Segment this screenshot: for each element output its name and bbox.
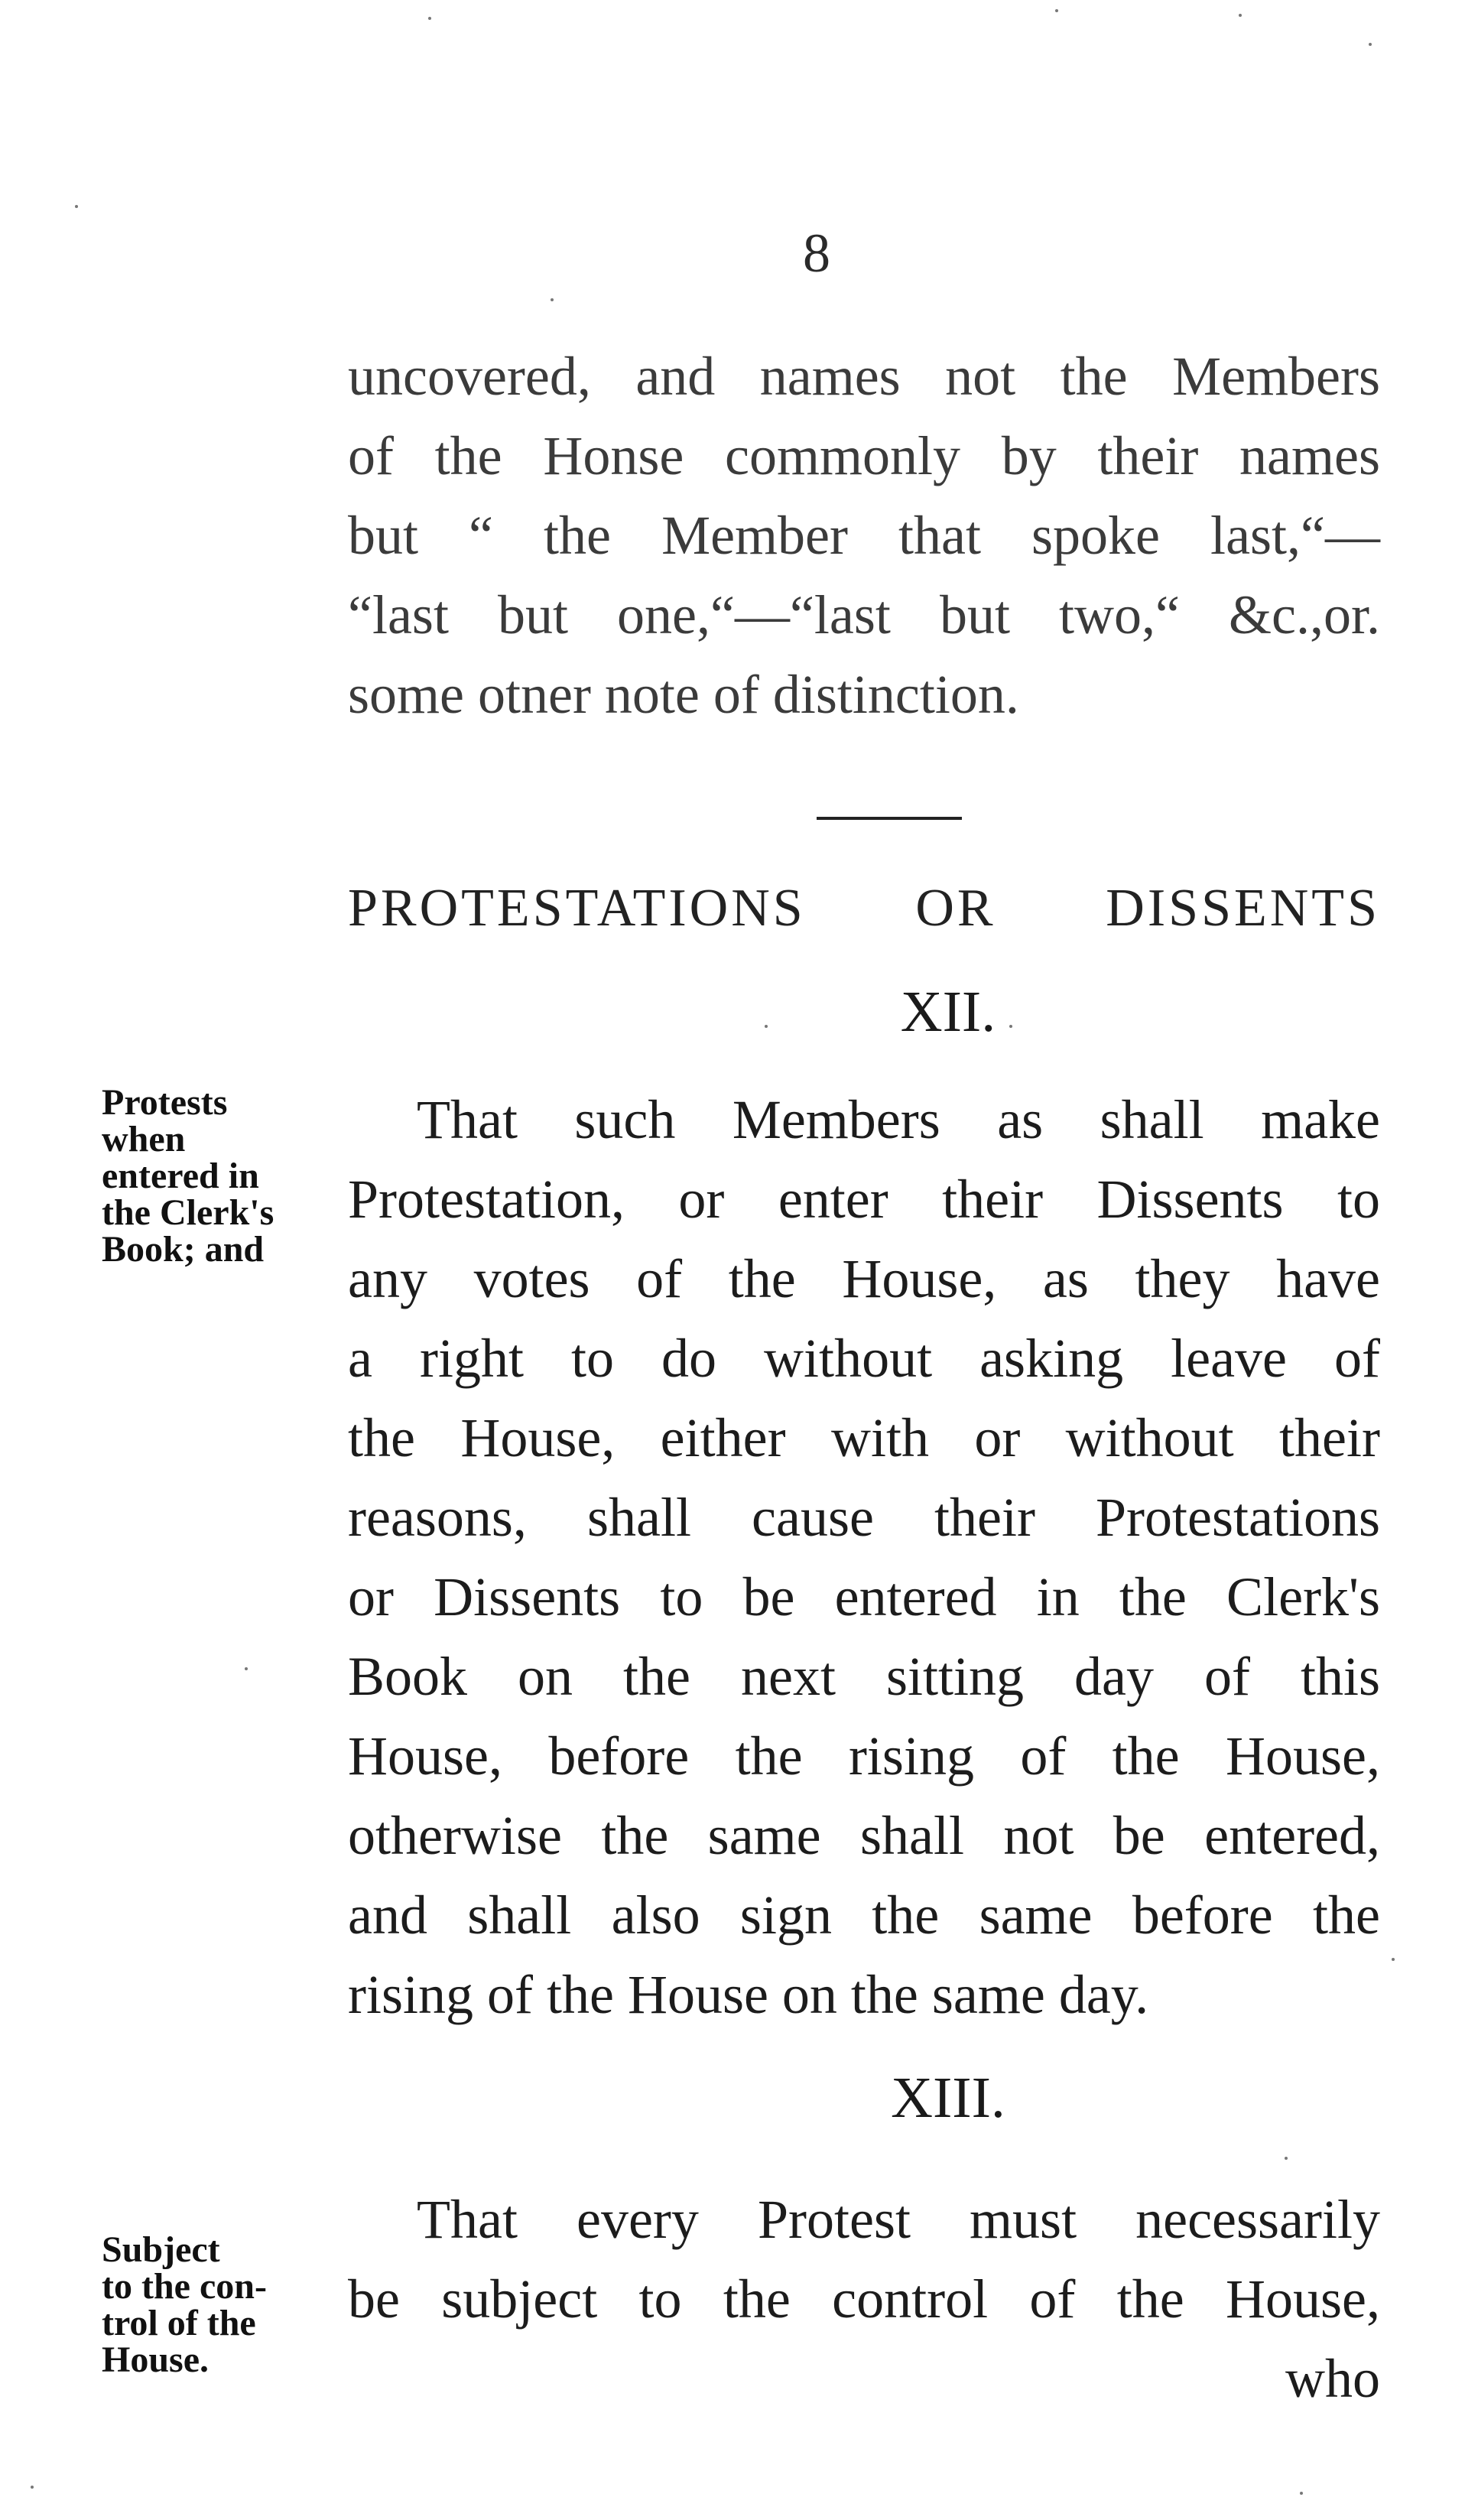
page-number: 8	[803, 223, 830, 284]
catchword: who	[1285, 2348, 1380, 2409]
scan-speck	[1300, 2492, 1303, 2495]
section-heading: PROTESTATIONS OR DISSENTS	[348, 879, 1380, 938]
text-line: but “ the Member that spoke last,“—	[348, 505, 1380, 566]
text-line: Protestation, or enter their Dissents to	[348, 1169, 1380, 1230]
text-line: uncovered, and names not the Members	[348, 346, 1380, 407]
article-numeral-xiii: XIII.	[891, 2066, 1005, 2130]
text-line: any votes of the House, as they have	[348, 1248, 1380, 1309]
sidenote-line: when	[102, 1119, 186, 1159]
scan-speck	[31, 2486, 34, 2489]
scan-speck	[1392, 1958, 1395, 1961]
scan-speck	[428, 17, 431, 20]
sidenote-line: Protests	[102, 1082, 228, 1123]
article-13-paragraph	[348, 2180, 1380, 2418]
sidenote-line: Subject	[102, 2229, 220, 2270]
text-line: be subject to the control of the House,	[348, 2268, 1380, 2330]
text-line: “last but one,“—“last but two,“ &c.,or.	[348, 584, 1380, 645]
continuation-paragraph	[348, 337, 1380, 734]
text-line: Book on the next sitting day of this	[348, 1646, 1380, 1707]
section-divider	[817, 817, 962, 820]
article-12-paragraph	[348, 1080, 1380, 2034]
text-line: rising of the House on the same day.	[348, 1964, 1149, 2025]
sidenote-protests	[102, 1084, 346, 1268]
article-numeral-xii: XII.	[900, 980, 996, 1044]
text-line: reasons, shall cause their Protestations	[348, 1487, 1380, 1548]
scan-speck	[1285, 2157, 1288, 2160]
text-line: House, before the rising of the House,	[348, 1725, 1380, 1787]
text-line: the House, either with or without their	[348, 1407, 1380, 1468]
sidenote-line: entered in	[102, 1156, 259, 1196]
sidenote-subject	[102, 2229, 346, 2380]
text-line: That every Protest must necessarily	[417, 2189, 1380, 2250]
text-line: or Dissents to be entered in the Clerk's	[348, 1566, 1380, 1627]
text-line: of the Honse commonly by their names	[348, 425, 1380, 486]
sidenote-line: House.	[102, 2340, 210, 2380]
scan-speck	[1009, 1025, 1012, 1028]
text-line: That such Members as shall make	[417, 1089, 1380, 1150]
scan-speck	[765, 1025, 768, 1028]
scan-speck	[1055, 9, 1058, 12]
text-line: some otner note of distinction.	[348, 664, 1019, 725]
text-line: otherwise the same shall not be entered,	[348, 1805, 1380, 1866]
scan-speck	[551, 298, 554, 301]
sidenote-line: to the con-	[102, 2266, 267, 2307]
scan-speck	[245, 1667, 248, 1670]
sidenote-line: Book; and	[102, 1229, 265, 1270]
sidenote-line: the Clerk's	[102, 1192, 274, 1233]
scan-speck	[1369, 43, 1372, 46]
scan-speck	[75, 205, 78, 208]
text-line: a right to do without asking leave of	[348, 1328, 1380, 1389]
scan-speck	[1239, 14, 1242, 17]
sidenote-line: trol of the	[102, 2303, 256, 2343]
text-line: and shall also sign the same before the	[348, 1884, 1380, 1946]
